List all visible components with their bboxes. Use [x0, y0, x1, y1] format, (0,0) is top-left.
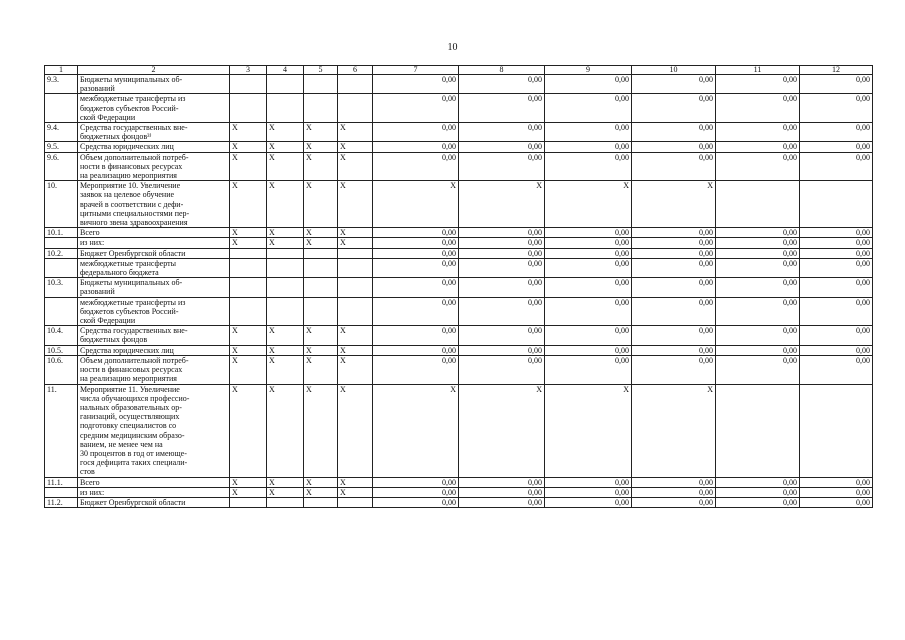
value-cell: 0,00	[373, 123, 459, 142]
table-row	[45, 228, 873, 238]
value-cell: 0,00	[459, 355, 545, 384]
column-header: 8	[459, 66, 545, 75]
row-name-cell: Бюджеты муниципальных об- разований	[78, 75, 230, 94]
value-cell: 0,00	[373, 326, 459, 345]
row-name-cell: из них:	[78, 487, 230, 497]
value-cell: 0,00	[716, 152, 800, 181]
value-cell: 0,00	[800, 75, 873, 94]
value-cell: X	[373, 181, 459, 228]
mark-cell: X	[230, 142, 267, 152]
mark-cell: X	[230, 345, 267, 355]
row-name-cell: межбюджетные трансферты из бюджетов субъектов Россий- ской Федерации	[78, 94, 230, 123]
table-row	[45, 181, 873, 228]
value-cell	[800, 181, 873, 228]
row-name-cell: межбюджетные трансферты федерального бюджета	[78, 258, 230, 277]
value-cell: 0,00	[373, 228, 459, 238]
value-cell: 0,00	[373, 142, 459, 152]
row-name-cell: Средства юридических лиц	[78, 345, 230, 355]
row-number-cell: 10.	[45, 181, 78, 228]
mark-cell: X	[230, 123, 267, 142]
value-cell: X	[373, 384, 459, 477]
column-header-row	[45, 66, 873, 75]
value-cell: 0,00	[716, 228, 800, 238]
table-row	[45, 345, 873, 355]
value-cell: 0,00	[632, 497, 716, 507]
mark-cell	[338, 248, 373, 258]
mark-cell: X	[267, 228, 304, 238]
mark-cell	[304, 258, 338, 277]
table-row	[45, 248, 873, 258]
value-cell: 0,00	[373, 258, 459, 277]
value-cell: 0,00	[632, 94, 716, 123]
row-number-cell	[45, 94, 78, 123]
value-cell: 0,00	[545, 228, 632, 238]
value-cell	[800, 384, 873, 477]
mark-cell	[304, 248, 338, 258]
value-cell: 0,00	[373, 297, 459, 326]
value-cell: 0,00	[545, 345, 632, 355]
value-cell: 0,00	[800, 258, 873, 277]
mark-cell: X	[304, 142, 338, 152]
mark-cell	[267, 248, 304, 258]
table-row	[45, 497, 873, 507]
value-cell: 0,00	[800, 297, 873, 326]
value-cell: 0,00	[373, 94, 459, 123]
value-cell: 0,00	[459, 142, 545, 152]
column-header: 6	[338, 66, 373, 75]
mark-cell: X	[267, 384, 304, 477]
row-number-cell: 10.1.	[45, 228, 78, 238]
value-cell: 0,00	[800, 345, 873, 355]
value-cell: 0,00	[716, 75, 800, 94]
mark-cell: X	[338, 152, 373, 181]
value-cell: 0,00	[373, 355, 459, 384]
mark-cell	[230, 497, 267, 507]
value-cell: 0,00	[545, 238, 632, 248]
value-cell: 0,00	[800, 355, 873, 384]
value-cell: 0,00	[800, 228, 873, 238]
value-cell: 0,00	[716, 297, 800, 326]
mark-cell: X	[304, 384, 338, 477]
mark-cell: X	[304, 123, 338, 142]
value-cell: 0,00	[716, 326, 800, 345]
row-name-cell: Бюджет Оренбургской области	[78, 248, 230, 258]
value-cell: 0,00	[459, 152, 545, 181]
value-cell: 0,00	[716, 355, 800, 384]
row-number-cell: 10.5.	[45, 345, 78, 355]
mark-cell: X	[338, 345, 373, 355]
value-cell: 0,00	[800, 487, 873, 497]
value-cell: 0,00	[632, 258, 716, 277]
row-name-cell: Объем дополнительной потреб- ности в финансовых ресурсах на реализацию мероприятия	[78, 355, 230, 384]
value-cell: X	[459, 181, 545, 228]
value-cell: 0,00	[459, 238, 545, 248]
mark-cell	[267, 278, 304, 297]
value-cell: 0,00	[716, 94, 800, 123]
value-cell: 0,00	[716, 238, 800, 248]
mark-cell: X	[338, 477, 373, 487]
row-number-cell	[45, 487, 78, 497]
value-cell: 0,00	[545, 94, 632, 123]
value-cell: 0,00	[716, 258, 800, 277]
value-cell: 0,00	[632, 355, 716, 384]
mark-cell: X	[304, 181, 338, 228]
mark-cell	[230, 258, 267, 277]
mark-cell: X	[338, 181, 373, 228]
value-cell: 0,00	[545, 152, 632, 181]
mark-cell	[230, 297, 267, 326]
value-cell: X	[632, 181, 716, 228]
value-cell: 0,00	[800, 278, 873, 297]
value-cell: 0,00	[545, 477, 632, 487]
mark-cell	[338, 94, 373, 123]
mark-cell: X	[304, 345, 338, 355]
value-cell: 0,00	[632, 238, 716, 248]
value-cell: 0,00	[632, 75, 716, 94]
mark-cell: X	[267, 326, 304, 345]
mark-cell	[338, 497, 373, 507]
table-row	[45, 278, 873, 297]
row-name-cell: Средства государственных вне- бюджетных фондов³⁾	[78, 123, 230, 142]
mark-cell: X	[338, 123, 373, 142]
mark-cell: X	[230, 355, 267, 384]
value-cell: 0,00	[545, 497, 632, 507]
mark-cell	[267, 94, 304, 123]
row-name-cell: Средства государственных вне- бюджетных фондов	[78, 326, 230, 345]
mark-cell: X	[267, 238, 304, 248]
value-cell: 0,00	[545, 75, 632, 94]
row-number-cell: 9.4.	[45, 123, 78, 142]
column-header: 2	[78, 66, 230, 75]
mark-cell: X	[267, 142, 304, 152]
mark-cell: X	[304, 355, 338, 384]
mark-cell: X	[267, 152, 304, 181]
table-row	[45, 326, 873, 345]
mark-cell	[304, 75, 338, 94]
value-cell: 0,00	[545, 258, 632, 277]
value-cell: 0,00	[373, 278, 459, 297]
row-name-cell: Бюджеты муниципальных об- разований	[78, 278, 230, 297]
value-cell: 0,00	[800, 248, 873, 258]
row-number-cell	[45, 297, 78, 326]
mark-cell: X	[338, 142, 373, 152]
value-cell: 0,00	[545, 248, 632, 258]
value-cell	[716, 384, 800, 477]
row-number-cell: 11.	[45, 384, 78, 477]
row-number-cell: 9.5.	[45, 142, 78, 152]
value-cell: 0,00	[545, 487, 632, 497]
table-row	[45, 75, 873, 94]
value-cell: 0,00	[459, 123, 545, 142]
value-cell: 0,00	[459, 228, 545, 238]
mark-cell	[230, 94, 267, 123]
value-cell	[716, 181, 800, 228]
mark-cell: X	[304, 238, 338, 248]
value-cell: 0,00	[800, 123, 873, 142]
row-number-cell: 10.4.	[45, 326, 78, 345]
mark-cell	[267, 297, 304, 326]
mark-cell: X	[338, 228, 373, 238]
row-number-cell	[45, 258, 78, 277]
mark-cell	[304, 297, 338, 326]
column-header: 12	[800, 66, 873, 75]
row-name-cell: Объем дополнительной потреб- ности в финансовых ресурсах на реализацию мероприятия	[78, 152, 230, 181]
mark-cell	[338, 278, 373, 297]
value-cell: 0,00	[632, 152, 716, 181]
mark-cell	[304, 278, 338, 297]
mark-cell: X	[267, 181, 304, 228]
mark-cell: X	[338, 487, 373, 497]
column-header: 9	[545, 66, 632, 75]
mark-cell: X	[338, 326, 373, 345]
value-cell: 0,00	[459, 258, 545, 277]
row-name-cell: Бюджет Оренбургской области	[78, 497, 230, 507]
mark-cell: X	[230, 228, 267, 238]
value-cell: 0,00	[373, 477, 459, 487]
row-name-cell: Всего	[78, 477, 230, 487]
mark-cell: X	[230, 152, 267, 181]
mark-cell: X	[267, 345, 304, 355]
mark-cell: X	[230, 487, 267, 497]
mark-cell: X	[304, 326, 338, 345]
budget-table	[44, 65, 873, 508]
row-number-cell: 11.1.	[45, 477, 78, 487]
value-cell: 0,00	[373, 152, 459, 181]
mark-cell	[338, 75, 373, 94]
value-cell: 0,00	[545, 142, 632, 152]
value-cell: 0,00	[373, 75, 459, 94]
mark-cell: X	[230, 477, 267, 487]
table-row	[45, 487, 873, 497]
value-cell: 0,00	[545, 297, 632, 326]
mark-cell: X	[338, 384, 373, 477]
value-cell: 0,00	[545, 123, 632, 142]
column-header: 11	[716, 66, 800, 75]
mark-cell: X	[230, 238, 267, 248]
table-row	[45, 258, 873, 277]
row-name-cell: Мероприятие 10. Увеличение заявок на целевое обучение врачей в соответствии с дефи- цитными специальностями пер- вичного звена здравоохранения	[78, 181, 230, 228]
value-cell: 0,00	[373, 238, 459, 248]
value-cell: X	[545, 384, 632, 477]
value-cell: 0,00	[459, 278, 545, 297]
value-cell: 0,00	[373, 248, 459, 258]
value-cell: 0,00	[632, 142, 716, 152]
mark-cell: X	[267, 477, 304, 487]
value-cell: 0,00	[459, 75, 545, 94]
table-row	[45, 355, 873, 384]
value-cell: 0,00	[632, 477, 716, 487]
mark-cell: X	[267, 123, 304, 142]
row-number-cell: 10.6.	[45, 355, 78, 384]
row-name-cell: межбюджетные трансферты из бюджетов субъектов Россий- ской Федерации	[78, 297, 230, 326]
mark-cell	[304, 94, 338, 123]
value-cell: X	[632, 384, 716, 477]
column-header: 4	[267, 66, 304, 75]
column-header: 3	[230, 66, 267, 75]
value-cell: 0,00	[459, 326, 545, 345]
value-cell: 0,00	[632, 326, 716, 345]
value-cell: 0,00	[632, 278, 716, 297]
row-name-cell: Всего	[78, 228, 230, 238]
value-cell: 0,00	[632, 487, 716, 497]
value-cell: 0,00	[459, 94, 545, 123]
table-row	[45, 477, 873, 487]
value-cell: 0,00	[373, 497, 459, 507]
mark-cell	[230, 278, 267, 297]
value-cell: 0,00	[459, 497, 545, 507]
value-cell: X	[545, 181, 632, 228]
value-cell: 0,00	[545, 278, 632, 297]
mark-cell: X	[304, 487, 338, 497]
value-cell: 0,00	[716, 345, 800, 355]
value-cell: 0,00	[716, 278, 800, 297]
value-cell: 0,00	[716, 477, 800, 487]
value-cell: 0,00	[545, 355, 632, 384]
page-number: 10	[447, 42, 458, 53]
mark-cell: X	[338, 355, 373, 384]
value-cell: 0,00	[800, 497, 873, 507]
row-number-cell	[45, 238, 78, 248]
column-header: 7	[373, 66, 459, 75]
value-cell: X	[459, 384, 545, 477]
value-cell: 0,00	[800, 326, 873, 345]
value-cell: 0,00	[632, 297, 716, 326]
column-header: 5	[304, 66, 338, 75]
value-cell: 0,00	[459, 487, 545, 497]
value-cell: 0,00	[373, 487, 459, 497]
value-cell: 0,00	[459, 297, 545, 326]
value-cell: 0,00	[716, 142, 800, 152]
row-number-cell: 10.2.	[45, 248, 78, 258]
value-cell: 0,00	[800, 142, 873, 152]
value-cell: 0,00	[716, 248, 800, 258]
value-cell: 0,00	[800, 238, 873, 248]
value-cell: 0,00	[459, 248, 545, 258]
mark-cell: X	[230, 181, 267, 228]
table-row	[45, 94, 873, 123]
table-row	[45, 297, 873, 326]
mark-cell	[338, 258, 373, 277]
value-cell: 0,00	[459, 477, 545, 487]
mark-cell	[304, 497, 338, 507]
mark-cell: X	[304, 228, 338, 238]
value-cell: 0,00	[632, 248, 716, 258]
mark-cell	[230, 248, 267, 258]
value-cell: 0,00	[632, 123, 716, 142]
mark-cell: X	[230, 384, 267, 477]
table-row	[45, 384, 873, 477]
mark-cell	[267, 75, 304, 94]
value-cell: 0,00	[800, 477, 873, 487]
row-number-cell: 11.2.	[45, 497, 78, 507]
row-name-cell: Мероприятие 11. Увеличение числа обучающихся профессио- нальных образовательных ор- ганизаций, осуществляющих подготовку специалистов со средним медицинским образо- ванием, не менее чем на 30 процентов в год от имеюще- гося дефицита таких специали- стов	[78, 384, 230, 477]
row-name-cell: Средства юридических лиц	[78, 142, 230, 152]
value-cell: 0,00	[716, 123, 800, 142]
table-row	[45, 123, 873, 142]
column-header: 1	[45, 66, 78, 75]
value-cell: 0,00	[632, 228, 716, 238]
value-cell: 0,00	[716, 497, 800, 507]
mark-cell: X	[304, 477, 338, 487]
table-row	[45, 238, 873, 248]
mark-cell: X	[304, 152, 338, 181]
value-cell: 0,00	[632, 345, 716, 355]
mark-cell: X	[338, 238, 373, 248]
mark-cell	[267, 497, 304, 507]
row-number-cell: 10.3.	[45, 278, 78, 297]
mark-cell	[338, 297, 373, 326]
column-header: 10	[632, 66, 716, 75]
row-number-cell: 9.6.	[45, 152, 78, 181]
value-cell: 0,00	[716, 487, 800, 497]
mark-cell: X	[267, 487, 304, 497]
row-number-cell: 9.3.	[45, 75, 78, 94]
mark-cell: X	[230, 326, 267, 345]
value-cell: 0,00	[373, 345, 459, 355]
row-name-cell: из них:	[78, 238, 230, 248]
value-cell: 0,00	[800, 152, 873, 181]
mark-cell	[230, 75, 267, 94]
table-row	[45, 152, 873, 181]
mark-cell	[267, 258, 304, 277]
value-cell: 0,00	[459, 345, 545, 355]
value-cell: 0,00	[800, 94, 873, 123]
table-row	[45, 142, 873, 152]
mark-cell: X	[267, 355, 304, 384]
value-cell: 0,00	[545, 326, 632, 345]
